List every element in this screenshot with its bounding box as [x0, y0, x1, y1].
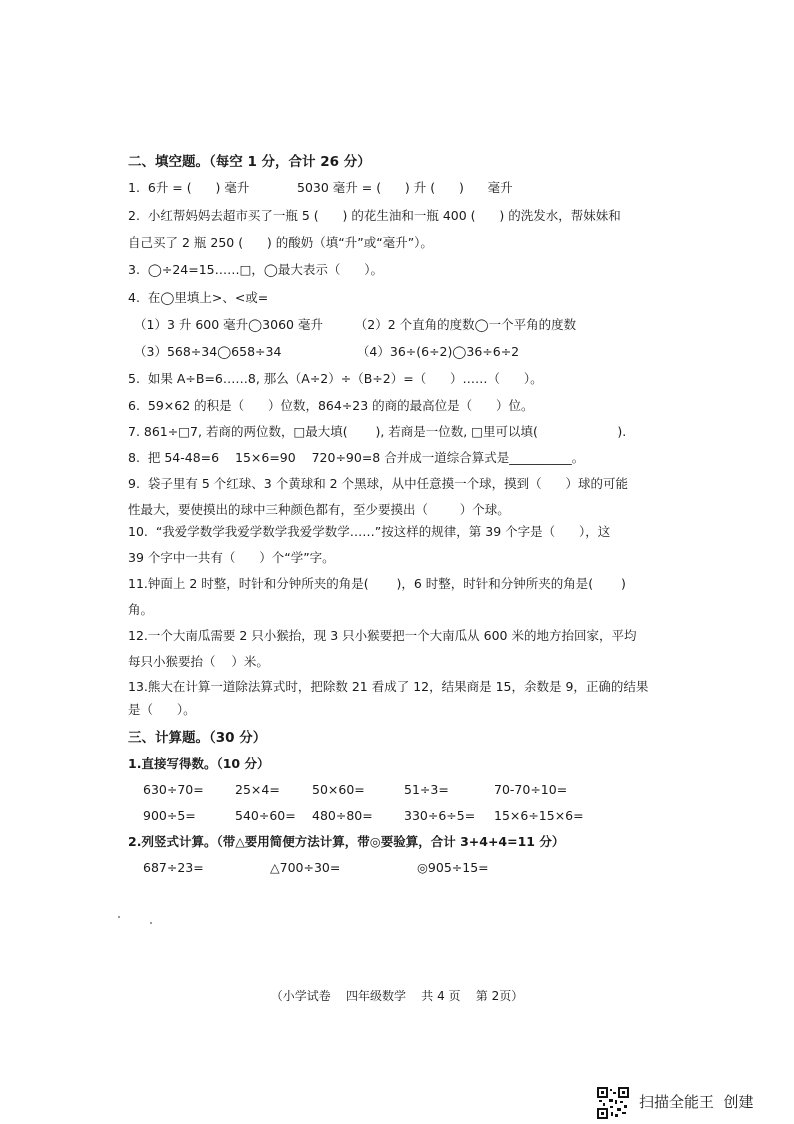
calc-item: 687÷23= [143, 860, 204, 875]
scan-speck [150, 922, 152, 924]
calc-item: 630÷70= [143, 782, 204, 797]
question-line: 8. 把 54-48=6 15×6=90 720÷90=8 合并成一道综合算式是__________。 [128, 450, 585, 465]
question-line: 10. “我爱学数学我爱学数学我爱学数学……”按这样的规律，第 39 个字是（ ），这 [128, 524, 611, 539]
calc-item: 70-70÷10= [494, 782, 568, 797]
calc-item: △700÷30= [270, 860, 341, 875]
calc-item: 50×60= [312, 782, 365, 797]
calc-item: 15×6÷15×6= [494, 808, 584, 823]
question-line: 39 个字中一共有（ ）个“学”字。 [128, 550, 335, 565]
calc-item: 540÷60= [235, 808, 296, 823]
calc-item: 330÷6÷5= [404, 808, 476, 823]
question-line: 5. 如果 A÷B=6……8, 那么（A÷2）÷（B÷2）=（ ）……（ ）。 [128, 371, 543, 386]
calc-subtitle-1: 1.直接写得数。（10 分） [128, 756, 270, 771]
question-line: 7. 861÷□7, 若商的两位数，□最大填( ), 若商是一位数, □里可以填( ). [128, 424, 627, 439]
page-footer: （小学试卷 四年级数学 共 4 页 第 2页） [270, 989, 524, 1003]
question-line: 3. ◯÷24=15……□，◯最大表示（ ）。 [128, 262, 384, 277]
question-line: 2. 小红帮妈妈去超市买了一瓶 5 ( ) 的花生油和一瓶 400 ( ) 的洗发水，帮妹妹和 [128, 208, 621, 223]
section2-title: 二、填空题。（每空 1 分，合计 26 分） [128, 154, 371, 170]
question-line: 13.熊大在计算一道除法算式时，把除数 21 看成了 12，结果商是 15，余数是 9，正确的结果 [128, 679, 649, 694]
question-line: 自己买了 2 瓶 250 ( ) 的酸奶（填“升”或“毫升”）。 [128, 235, 433, 250]
section3-title: 三、计算题。（30 分） [128, 730, 267, 746]
question-line: 9. 袋子里有 5 个红球、3 个黄球和 2 个黑球，从中任意摸一个球，摸到（ ）球的可能 [128, 476, 628, 491]
question-line: 每只小猴要抬（ ）米。 [128, 654, 269, 669]
calc-item: ◎905÷15= [417, 860, 489, 875]
calc-subtitle-2: 2.列竖式计算。（带△要用简便方法计算，带◎要验算，合计 3+4+4=11 分） [128, 834, 565, 849]
question-line: 11.钟面上 2 时整，时针和分钟所夹的角是( )，6 时整，时针和分钟所夹的角是( ) [128, 576, 626, 591]
question-line: 4. 在◯里填上>、<或= [128, 290, 269, 305]
calc-item: 51÷3= [404, 782, 449, 797]
scan-speck [118, 916, 120, 918]
qr-code-icon [597, 1087, 629, 1119]
calc-item: 900÷5= [143, 808, 196, 823]
question-line: （3）568÷34◯658÷34 （4）36÷(6÷2)◯36÷6÷2 [134, 344, 520, 359]
question-line: 12.一个大南瓜需要 2 只小猴抬，现 3 只小猴要把一个大南瓜从 600 米的地方抬回家，平均 [128, 628, 637, 643]
scanner-watermark: 扫描全能王 创建 [639, 1093, 754, 1111]
question-line: （1）3 升 600 毫升◯3060 毫升 （2）2 个直角的度数◯一个平角的度数 [134, 317, 577, 332]
question-line: 是（ ）。 [128, 702, 196, 717]
calc-item: 25×4= [235, 782, 280, 797]
question-line: 角。 [128, 602, 154, 617]
question-line: 1. 6升 = ( ) 毫升 5030 毫升 = ( ) 升 ( ) 毫升 [128, 180, 513, 195]
question-line: 性最大，要使摸出的球中三种颜色都有，至少要摸出（ ）个球。 [128, 502, 510, 517]
question-line: 6. 59×62 的积是（ ）位数，864÷23 的商的最高位是（ ）位。 [128, 398, 534, 413]
calc-item: 480÷80= [312, 808, 373, 823]
